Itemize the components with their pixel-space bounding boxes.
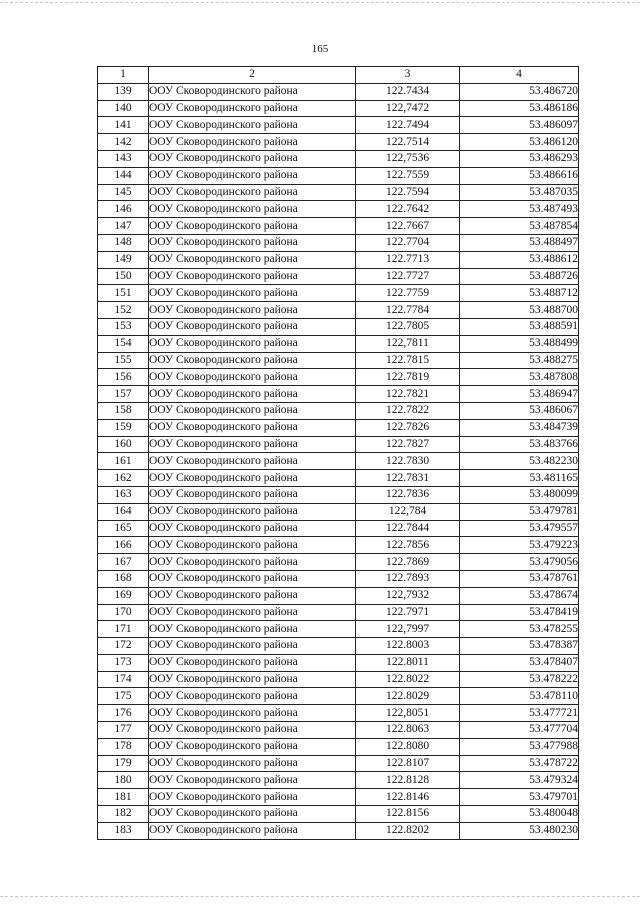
table-row — [98, 688, 579, 705]
table-row — [98, 100, 579, 117]
table-row — [98, 806, 579, 823]
row-number-cell: 152 — [98, 302, 149, 319]
row-number-cell: 151 — [98, 285, 149, 302]
row-number-cell: 183 — [98, 822, 149, 839]
row-number-cell: 175 — [98, 688, 149, 705]
district-cell: ООУ Сковородинского района — [149, 705, 356, 722]
table-row — [98, 587, 579, 604]
district-cell: ООУ Сковородинского района — [149, 671, 356, 688]
longitude-cell: 122.7759 — [356, 285, 460, 302]
row-number-cell: 156 — [98, 369, 149, 386]
table-row — [98, 705, 579, 722]
longitude-cell: 122.7805 — [356, 318, 460, 335]
table-row — [98, 318, 579, 335]
district-cell: ООУ Сковородинского района — [149, 654, 356, 671]
row-number-cell: 167 — [98, 554, 149, 571]
latitude-cell: 53.478255 — [460, 621, 579, 638]
row-number-cell: 179 — [98, 755, 149, 772]
longitude-cell: 122,7472 — [356, 100, 460, 117]
longitude-cell: 122.7827 — [356, 436, 460, 453]
district-cell: ООУ Сковородинского района — [149, 755, 356, 772]
row-number-cell: 148 — [98, 234, 149, 251]
latitude-cell: 53.488499 — [460, 335, 579, 352]
district-cell: ООУ Сковородинского района — [149, 402, 356, 419]
district-cell: ООУ Сковородинского района — [149, 470, 356, 487]
scan-edge-top — [0, 2, 640, 4]
longitude-cell: 122.7559 — [356, 167, 460, 184]
latitude-cell: 53.486293 — [460, 150, 579, 167]
latitude-cell: 53.478674 — [460, 587, 579, 604]
row-number-cell: 140 — [98, 100, 149, 117]
row-number-cell: 144 — [98, 167, 149, 184]
longitude-cell: 122.7727 — [356, 268, 460, 285]
row-number-cell: 173 — [98, 654, 149, 671]
district-cell: ООУ Сковородинского района — [149, 789, 356, 806]
latitude-cell: 53.479781 — [460, 503, 579, 520]
table-body — [98, 83, 579, 839]
latitude-cell: 53.477988 — [460, 738, 579, 755]
district-cell: ООУ Сковородинского района — [149, 738, 356, 755]
table-row — [98, 302, 579, 319]
longitude-cell: 122.7821 — [356, 386, 460, 403]
latitude-cell: 53.486186 — [460, 100, 579, 117]
district-cell: ООУ Сковородинского района — [149, 318, 356, 335]
longitude-cell: 122.7514 — [356, 134, 460, 151]
district-cell: ООУ Сковородинского района — [149, 386, 356, 403]
latitude-cell: 53.479557 — [460, 520, 579, 537]
row-number-cell: 171 — [98, 621, 149, 638]
latitude-cell: 53.478419 — [460, 604, 579, 621]
longitude-cell: 122.7494 — [356, 117, 460, 134]
row-number-cell: 169 — [98, 587, 149, 604]
row-number-cell: 182 — [98, 806, 149, 823]
longitude-cell: 122.7713 — [356, 251, 460, 268]
latitude-cell: 53.477721 — [460, 705, 579, 722]
longitude-cell: 122.7836 — [356, 486, 460, 503]
longitude-cell: 122.7434 — [356, 83, 460, 100]
row-number-cell: 166 — [98, 537, 149, 554]
longitude-cell: 122.8107 — [356, 755, 460, 772]
table-row — [98, 436, 579, 453]
latitude-cell: 53.480230 — [460, 822, 579, 839]
latitude-cell: 53.487035 — [460, 184, 579, 201]
longitude-cell: 122.8080 — [356, 738, 460, 755]
table-row — [98, 335, 579, 352]
latitude-cell: 53.487854 — [460, 218, 579, 235]
row-number-cell: 153 — [98, 318, 149, 335]
row-number-cell: 170 — [98, 604, 149, 621]
latitude-cell: 53.486120 — [460, 134, 579, 151]
latitude-cell: 53.487493 — [460, 201, 579, 218]
row-number-cell: 177 — [98, 722, 149, 739]
longitude-cell: 122.7830 — [356, 453, 460, 470]
row-number-cell: 147 — [98, 218, 149, 235]
district-cell: ООУ Сковородинского района — [149, 201, 356, 218]
longitude-cell: 122.8156 — [356, 806, 460, 823]
row-number-cell: 172 — [98, 638, 149, 655]
latitude-cell: 53.477704 — [460, 722, 579, 739]
longitude-cell: 122.7594 — [356, 184, 460, 201]
latitude-cell: 53.482230 — [460, 453, 579, 470]
longitude-cell: 122.8011 — [356, 654, 460, 671]
table-row — [98, 83, 579, 100]
table-row — [98, 470, 579, 487]
longitude-cell: 122.7815 — [356, 352, 460, 369]
scan-edge-bottom — [0, 896, 640, 898]
row-number-cell: 143 — [98, 150, 149, 167]
latitude-cell: 53.486097 — [460, 117, 579, 134]
table-row — [98, 352, 579, 369]
latitude-cell: 53.488275 — [460, 352, 579, 369]
district-cell: ООУ Сковородинского района — [149, 806, 356, 823]
latitude-cell: 53.486067 — [460, 402, 579, 419]
district-cell: ООУ Сковородинского района — [149, 453, 356, 470]
district-cell: ООУ Сковородинского района — [149, 285, 356, 302]
district-cell: ООУ Сковородинского района — [149, 722, 356, 739]
table-row — [98, 218, 579, 235]
district-cell: ООУ Сковородинского района — [149, 520, 356, 537]
table-row — [98, 386, 579, 403]
row-number-cell: 163 — [98, 486, 149, 503]
latitude-cell: 53.486720 — [460, 83, 579, 100]
longitude-cell: 122.8128 — [356, 772, 460, 789]
row-number-cell: 181 — [98, 789, 149, 806]
district-cell: ООУ Сковородинского района — [149, 503, 356, 520]
row-number-cell: 160 — [98, 436, 149, 453]
longitude-cell: 122,7932 — [356, 587, 460, 604]
district-cell: ООУ Сковородинского района — [149, 83, 356, 100]
district-cell: ООУ Сковородинского района — [149, 134, 356, 151]
district-cell: ООУ Сковородинского района — [149, 638, 356, 655]
row-number-cell: 155 — [98, 352, 149, 369]
district-cell: ООУ Сковородинского района — [149, 352, 356, 369]
longitude-cell: 122.7819 — [356, 369, 460, 386]
table-row — [98, 822, 579, 839]
table-row — [98, 755, 579, 772]
longitude-cell: 122,7997 — [356, 621, 460, 638]
row-number-cell: 141 — [98, 117, 149, 134]
table-row — [98, 201, 579, 218]
longitude-cell: 122,8051 — [356, 705, 460, 722]
table-row — [98, 772, 579, 789]
table-row — [98, 554, 579, 571]
longitude-cell: 122.8146 — [356, 789, 460, 806]
district-cell: ООУ Сковородинского района — [149, 688, 356, 705]
table-row — [98, 738, 579, 755]
latitude-cell: 53.478110 — [460, 688, 579, 705]
row-number-cell: 158 — [98, 402, 149, 419]
latitude-cell: 53.479223 — [460, 537, 579, 554]
table-row — [98, 419, 579, 436]
latitude-cell: 53.486947 — [460, 386, 579, 403]
latitude-cell: 53.480048 — [460, 806, 579, 823]
latitude-cell: 53.484739 — [460, 419, 579, 436]
district-cell: ООУ Сковородинского района — [149, 587, 356, 604]
longitude-cell: 122,784 — [356, 503, 460, 520]
table-row — [98, 722, 579, 739]
table-row — [98, 251, 579, 268]
longitude-cell: 122.8003 — [356, 638, 460, 655]
row-number-cell: 149 — [98, 251, 149, 268]
longitude-cell: 122.7826 — [356, 419, 460, 436]
table-row — [98, 117, 579, 134]
district-cell: ООУ Сковородинского района — [149, 218, 356, 235]
row-number-cell: 180 — [98, 772, 149, 789]
district-cell: ООУ Сковородинского района — [149, 419, 356, 436]
longitude-cell: 122.8202 — [356, 822, 460, 839]
row-number-cell: 164 — [98, 503, 149, 520]
longitude-cell: 122.7822 — [356, 402, 460, 419]
latitude-cell: 53.479324 — [460, 772, 579, 789]
latitude-cell: 53.488612 — [460, 251, 579, 268]
table-row — [98, 604, 579, 621]
coordinates-table — [97, 66, 579, 840]
table-row — [98, 184, 579, 201]
district-cell: ООУ Сковородинского района — [149, 117, 356, 134]
table-row — [98, 520, 579, 537]
latitude-cell: 53.488712 — [460, 285, 579, 302]
longitude-cell: 122.7971 — [356, 604, 460, 621]
longitude-cell: 122.8029 — [356, 688, 460, 705]
district-cell: ООУ Сковородинского района — [149, 234, 356, 251]
latitude-cell: 53.487808 — [460, 369, 579, 386]
latitude-cell: 53.481165 — [460, 470, 579, 487]
district-cell: ООУ Сковородинского района — [149, 167, 356, 184]
row-number-cell: 176 — [98, 705, 149, 722]
row-number-cell: 154 — [98, 335, 149, 352]
district-cell: ООУ Сковородинского района — [149, 604, 356, 621]
column-header-2: 2 — [149, 67, 356, 84]
column-header-1: 1 — [98, 67, 149, 84]
longitude-cell: 122.7642 — [356, 201, 460, 218]
latitude-cell: 53.478407 — [460, 654, 579, 671]
row-number-cell: 157 — [98, 386, 149, 403]
latitude-cell: 53.479701 — [460, 789, 579, 806]
longitude-cell: 122.8063 — [356, 722, 460, 739]
district-cell: ООУ Сковородинского района — [149, 486, 356, 503]
table-row — [98, 134, 579, 151]
district-cell: ООУ Сковородинского района — [149, 251, 356, 268]
latitude-cell: 53.488497 — [460, 234, 579, 251]
table-row — [98, 503, 579, 520]
longitude-cell: 122.7893 — [356, 570, 460, 587]
row-number-cell: 168 — [98, 570, 149, 587]
longitude-cell: 122,7811 — [356, 335, 460, 352]
longitude-cell: 122.7784 — [356, 302, 460, 319]
table-row — [98, 789, 579, 806]
table-row — [98, 285, 579, 302]
latitude-cell: 53.478222 — [460, 671, 579, 688]
table-row — [98, 402, 579, 419]
district-cell: ООУ Сковородинского района — [149, 100, 356, 117]
longitude-cell: 122.7844 — [356, 520, 460, 537]
column-header-4: 4 — [460, 67, 579, 84]
district-cell: ООУ Сковородинского района — [149, 621, 356, 638]
longitude-cell: 122.7667 — [356, 218, 460, 235]
row-number-cell: 174 — [98, 671, 149, 688]
row-number-cell: 146 — [98, 201, 149, 218]
latitude-cell: 53.488700 — [460, 302, 579, 319]
table-row — [98, 654, 579, 671]
table-row — [98, 621, 579, 638]
longitude-cell: 122.8022 — [356, 671, 460, 688]
row-number-cell: 162 — [98, 470, 149, 487]
row-number-cell: 159 — [98, 419, 149, 436]
district-cell: ООУ Сковородинского района — [149, 369, 356, 386]
row-number-cell: 150 — [98, 268, 149, 285]
row-number-cell: 142 — [98, 134, 149, 151]
district-cell: ООУ Сковородинского района — [149, 436, 356, 453]
row-number-cell: 139 — [98, 83, 149, 100]
longitude-cell: 122.7704 — [356, 234, 460, 251]
district-cell: ООУ Сковородинского района — [149, 268, 356, 285]
row-number-cell: 178 — [98, 738, 149, 755]
latitude-cell: 53.479056 — [460, 554, 579, 571]
table-row — [98, 453, 579, 470]
table-header-row — [98, 67, 579, 84]
row-number-cell: 165 — [98, 520, 149, 537]
latitude-cell: 53.480099 — [460, 486, 579, 503]
district-cell: ООУ Сковородинского района — [149, 335, 356, 352]
table-row — [98, 671, 579, 688]
table-row — [98, 638, 579, 655]
latitude-cell: 53.488591 — [460, 318, 579, 335]
table-row — [98, 369, 579, 386]
longitude-cell: 122.7856 — [356, 537, 460, 554]
latitude-cell: 53.478761 — [460, 570, 579, 587]
table-row — [98, 268, 579, 285]
district-cell: ООУ Сковородинского района — [149, 822, 356, 839]
table-row — [98, 537, 579, 554]
longitude-cell: 122.7869 — [356, 554, 460, 571]
longitude-cell: 122,7536 — [356, 150, 460, 167]
column-header-3: 3 — [356, 67, 460, 84]
row-number-cell: 145 — [98, 184, 149, 201]
table-row — [98, 234, 579, 251]
district-cell: ООУ Сковородинского района — [149, 302, 356, 319]
longitude-cell: 122.7831 — [356, 470, 460, 487]
latitude-cell: 53.488726 — [460, 268, 579, 285]
table-row — [98, 167, 579, 184]
row-number-cell: 161 — [98, 453, 149, 470]
table-row — [98, 150, 579, 167]
district-cell: ООУ Сковородинского района — [149, 537, 356, 554]
district-cell: ООУ Сковородинского района — [149, 772, 356, 789]
latitude-cell: 53.483766 — [460, 436, 579, 453]
district-cell: ООУ Сковородинского района — [149, 150, 356, 167]
table-row — [98, 486, 579, 503]
latitude-cell: 53.478387 — [460, 638, 579, 655]
district-cell: ООУ Сковородинского района — [149, 554, 356, 571]
district-cell: ООУ Сковородинского района — [149, 570, 356, 587]
district-cell: ООУ Сковородинского района — [149, 184, 356, 201]
table-row — [98, 570, 579, 587]
latitude-cell: 53.486616 — [460, 167, 579, 184]
page-number: 165 — [311, 43, 329, 55]
latitude-cell: 53.478722 — [460, 755, 579, 772]
